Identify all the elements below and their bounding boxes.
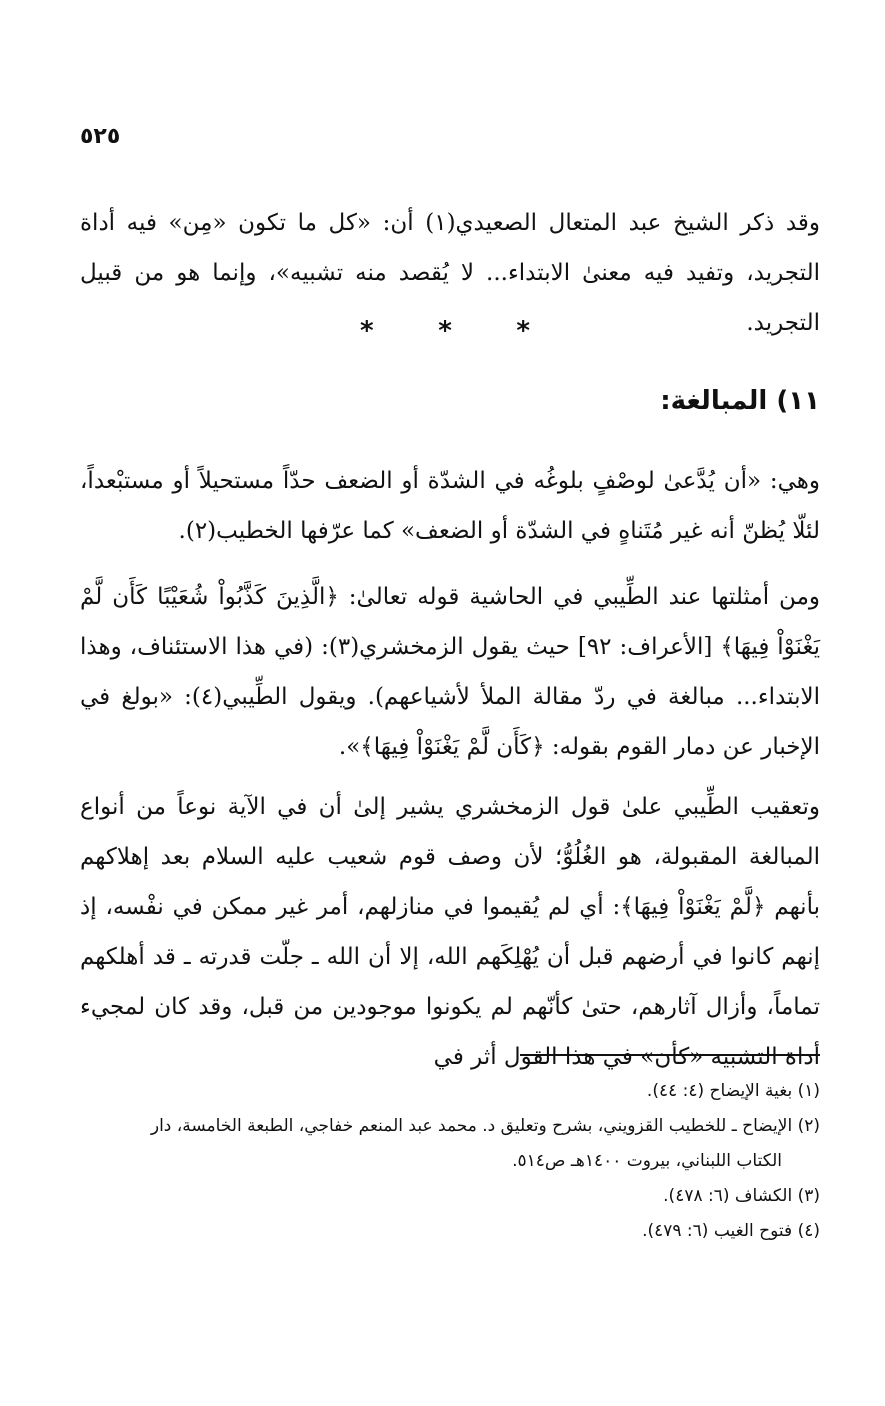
footnote-divider [520,1054,820,1056]
page-number: ٥٢٥ [80,124,121,149]
footnote-2-continuation: الكتاب اللبناني، بيروت ١٤٠٠هـ ص٥١٤. [512,1151,782,1171]
footnote-1: (١) بغية الإيضاح (٤: ٤٤). [646,1081,820,1101]
paragraph-examples: ومن أمثلتها عند الطِّيبي في الحاشية قوله تعالىٰ: ﴿الَّذِينَ كَذَّبُواْ شُعَيْبًا كَأَن لَّمْ يَغْنَوْاْ فِيهَا﴾ [الأعراف: ٩٢] حيث يقول الزمخشري(٣): (في هذا الاستئناف، وهذا الابتداء... مبالغة في ردّ مقالة الملأ لأشياعهم). ويقول الطِّيبي(٤): «بولغ في الإخبار عن دمار القوم بقوله: ﴿كَأَن لَّمْ يَغْنَوْاْ فِيهَا﴾». [80,584,820,760]
separator-star: * [438,316,452,346]
paragraph-tajrid: وقد ذكر الشيخ عبد المتعال الصعيدي(١) أن: «كل ما تكون «مِن» فيه أداة التجريد، وتفيد فيه معنىٰ الابتداء... لا يُقصد منه تشبيه»، وإنما هو من قبيل التجريد. [80,210,820,336]
footnotes [80,1074,820,1249]
separator-star: * [516,316,530,346]
footnote-4: (٤) فتوح الغيب (٦: ٤٧٩). [642,1221,820,1241]
separator-star: * [360,316,374,346]
paragraph-commentary: وتعقيب الطِّيبي علىٰ قول الزمخشري يشير إلىٰ أن في الآية نوعاً من أنواع المبالغة المقبولة، هو الغُلُوُّ؛ لأن وصف قوم شعيب عليه السلام بعد إهلاكهم بأنهم ﴿لَّمْ يَغْنَوْاْ فِيهَا﴾: أي لم يُقيموا في منازلهم، أمر غير ممكن في نفْسه، إذ إنهم كانوا في أرضهم قبل أن يُهْلِكَهم الله، إلا أن الله ـ جلّت قدرته ـ قد أهلكهم تماماً، وأزال آثارهم، حتىٰ كأنّهم لم يكونوا موجودين من قبل، وقد كان لمجيء أداة التشبيه «كأن» في هذا القول أثر في [80,794,820,1070]
footnote-2: (٢) الإيضاح ـ للخطيب القزويني، بشرح وتعليق د. محمد عبد المنعم خفاجي، الطبعة الخامسة، دار [150,1116,820,1136]
section-separator [360,316,530,346]
section-heading: ١١) المبالغة: [660,386,820,416]
footnote-3: (٣) الكشاف (٦: ٤٧٨). [663,1186,820,1206]
paragraph-definition: وهي: «أن يُدَّعىٰ لوصْفٍ بلوغُه في الشدّة أو الضعف حدّاً مستحيلاً أو مستبْعداً، لئلّا يُظنّ أنه غير مُتَناهٍ في الشدّة أو الضعف» كما عرّفها الخطيب(٢). [80,468,820,544]
